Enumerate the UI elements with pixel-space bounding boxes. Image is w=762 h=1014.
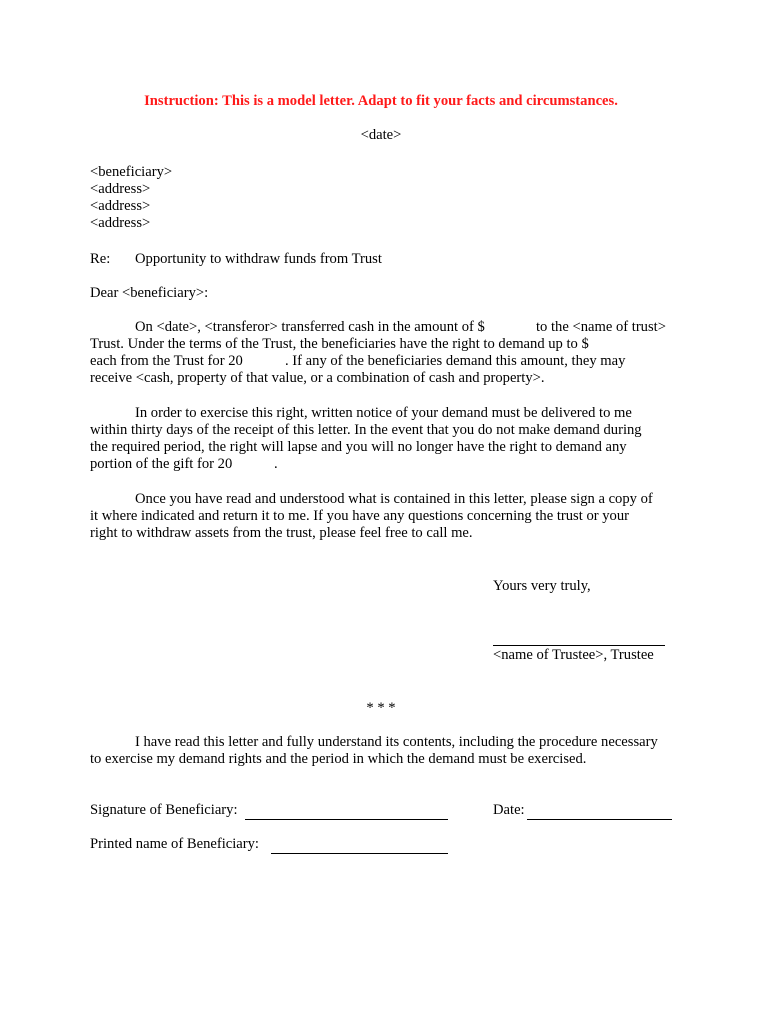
- recipient-name: <beneficiary>: [90, 164, 173, 180]
- closing: Yours very truly,: [493, 578, 591, 594]
- para1-line2: Trust. Under the terms of the Trust, the beneficiaries have the right to demand up to $: [90, 336, 589, 352]
- re-subject: Opportunity to withdraw funds from Trust: [135, 251, 382, 267]
- trustee-signature-line: [493, 628, 665, 646]
- instruction-note: Instruction: This is a model letter. Adapt to fit your facts and circumstances.: [144, 93, 618, 109]
- para2-line2: within thirty days of the receipt of this letter. In the event that you do not make demand during: [90, 422, 642, 438]
- para2-line1: In order to exercise this right, written notice of your demand must be delivered to me: [135, 405, 632, 421]
- para3-line3: right to withdraw assets from the trust, please feel free to call me.: [90, 525, 473, 541]
- ack-line2: to exercise my demand rights and the period in which the demand must be exercised.: [90, 751, 587, 767]
- section-separator: * * *: [366, 700, 396, 716]
- letter-date: <date>: [360, 127, 402, 143]
- recipient-address-1: <address>: [90, 181, 151, 197]
- para1-line3b: . If any of the beneficiaries demand this amount, they may: [285, 353, 626, 369]
- date-label: Date:: [493, 802, 525, 818]
- para1-line3a: each from the Trust for 20: [90, 353, 243, 369]
- beneficiary-signature-label: Signature of Beneficiary:: [90, 802, 238, 818]
- recipient-address-3: <address>: [90, 215, 151, 231]
- para1-line1a: On <date>, <transferor> transferred cash in the amount of $: [135, 319, 485, 335]
- beneficiary-signature-line[interactable]: [245, 802, 448, 820]
- recipient-address-2: <address>: [90, 198, 151, 214]
- para3-line2: it where indicated and return it to me. If you have any questions concerning the trust or your: [90, 508, 629, 524]
- para2-line3: the required period, the right will lapse and you will no longer have the right to demand any: [90, 439, 627, 455]
- ack-line1: I have read this letter and fully understand its contents, including the procedure necessary: [135, 734, 658, 750]
- para2-line4b: .: [274, 456, 278, 472]
- salutation: Dear <beneficiary>:: [90, 285, 209, 301]
- para1-line1b: to the <name of trust>: [536, 319, 666, 335]
- para2-line4a: portion of the gift for 20: [90, 456, 233, 472]
- re-label: Re:: [90, 251, 111, 267]
- para3-line1: Once you have read and understood what is contained in this letter, please sign a copy of: [135, 491, 653, 507]
- printed-name-label: Printed name of Beneficiary:: [90, 836, 259, 852]
- date-line[interactable]: [527, 802, 672, 820]
- printed-name-line[interactable]: [271, 836, 448, 854]
- trustee-name: <name of Trustee>, Trustee: [493, 647, 654, 663]
- para1-line4: receive <cash, property of that value, or a combination of cash and property>.: [90, 370, 545, 386]
